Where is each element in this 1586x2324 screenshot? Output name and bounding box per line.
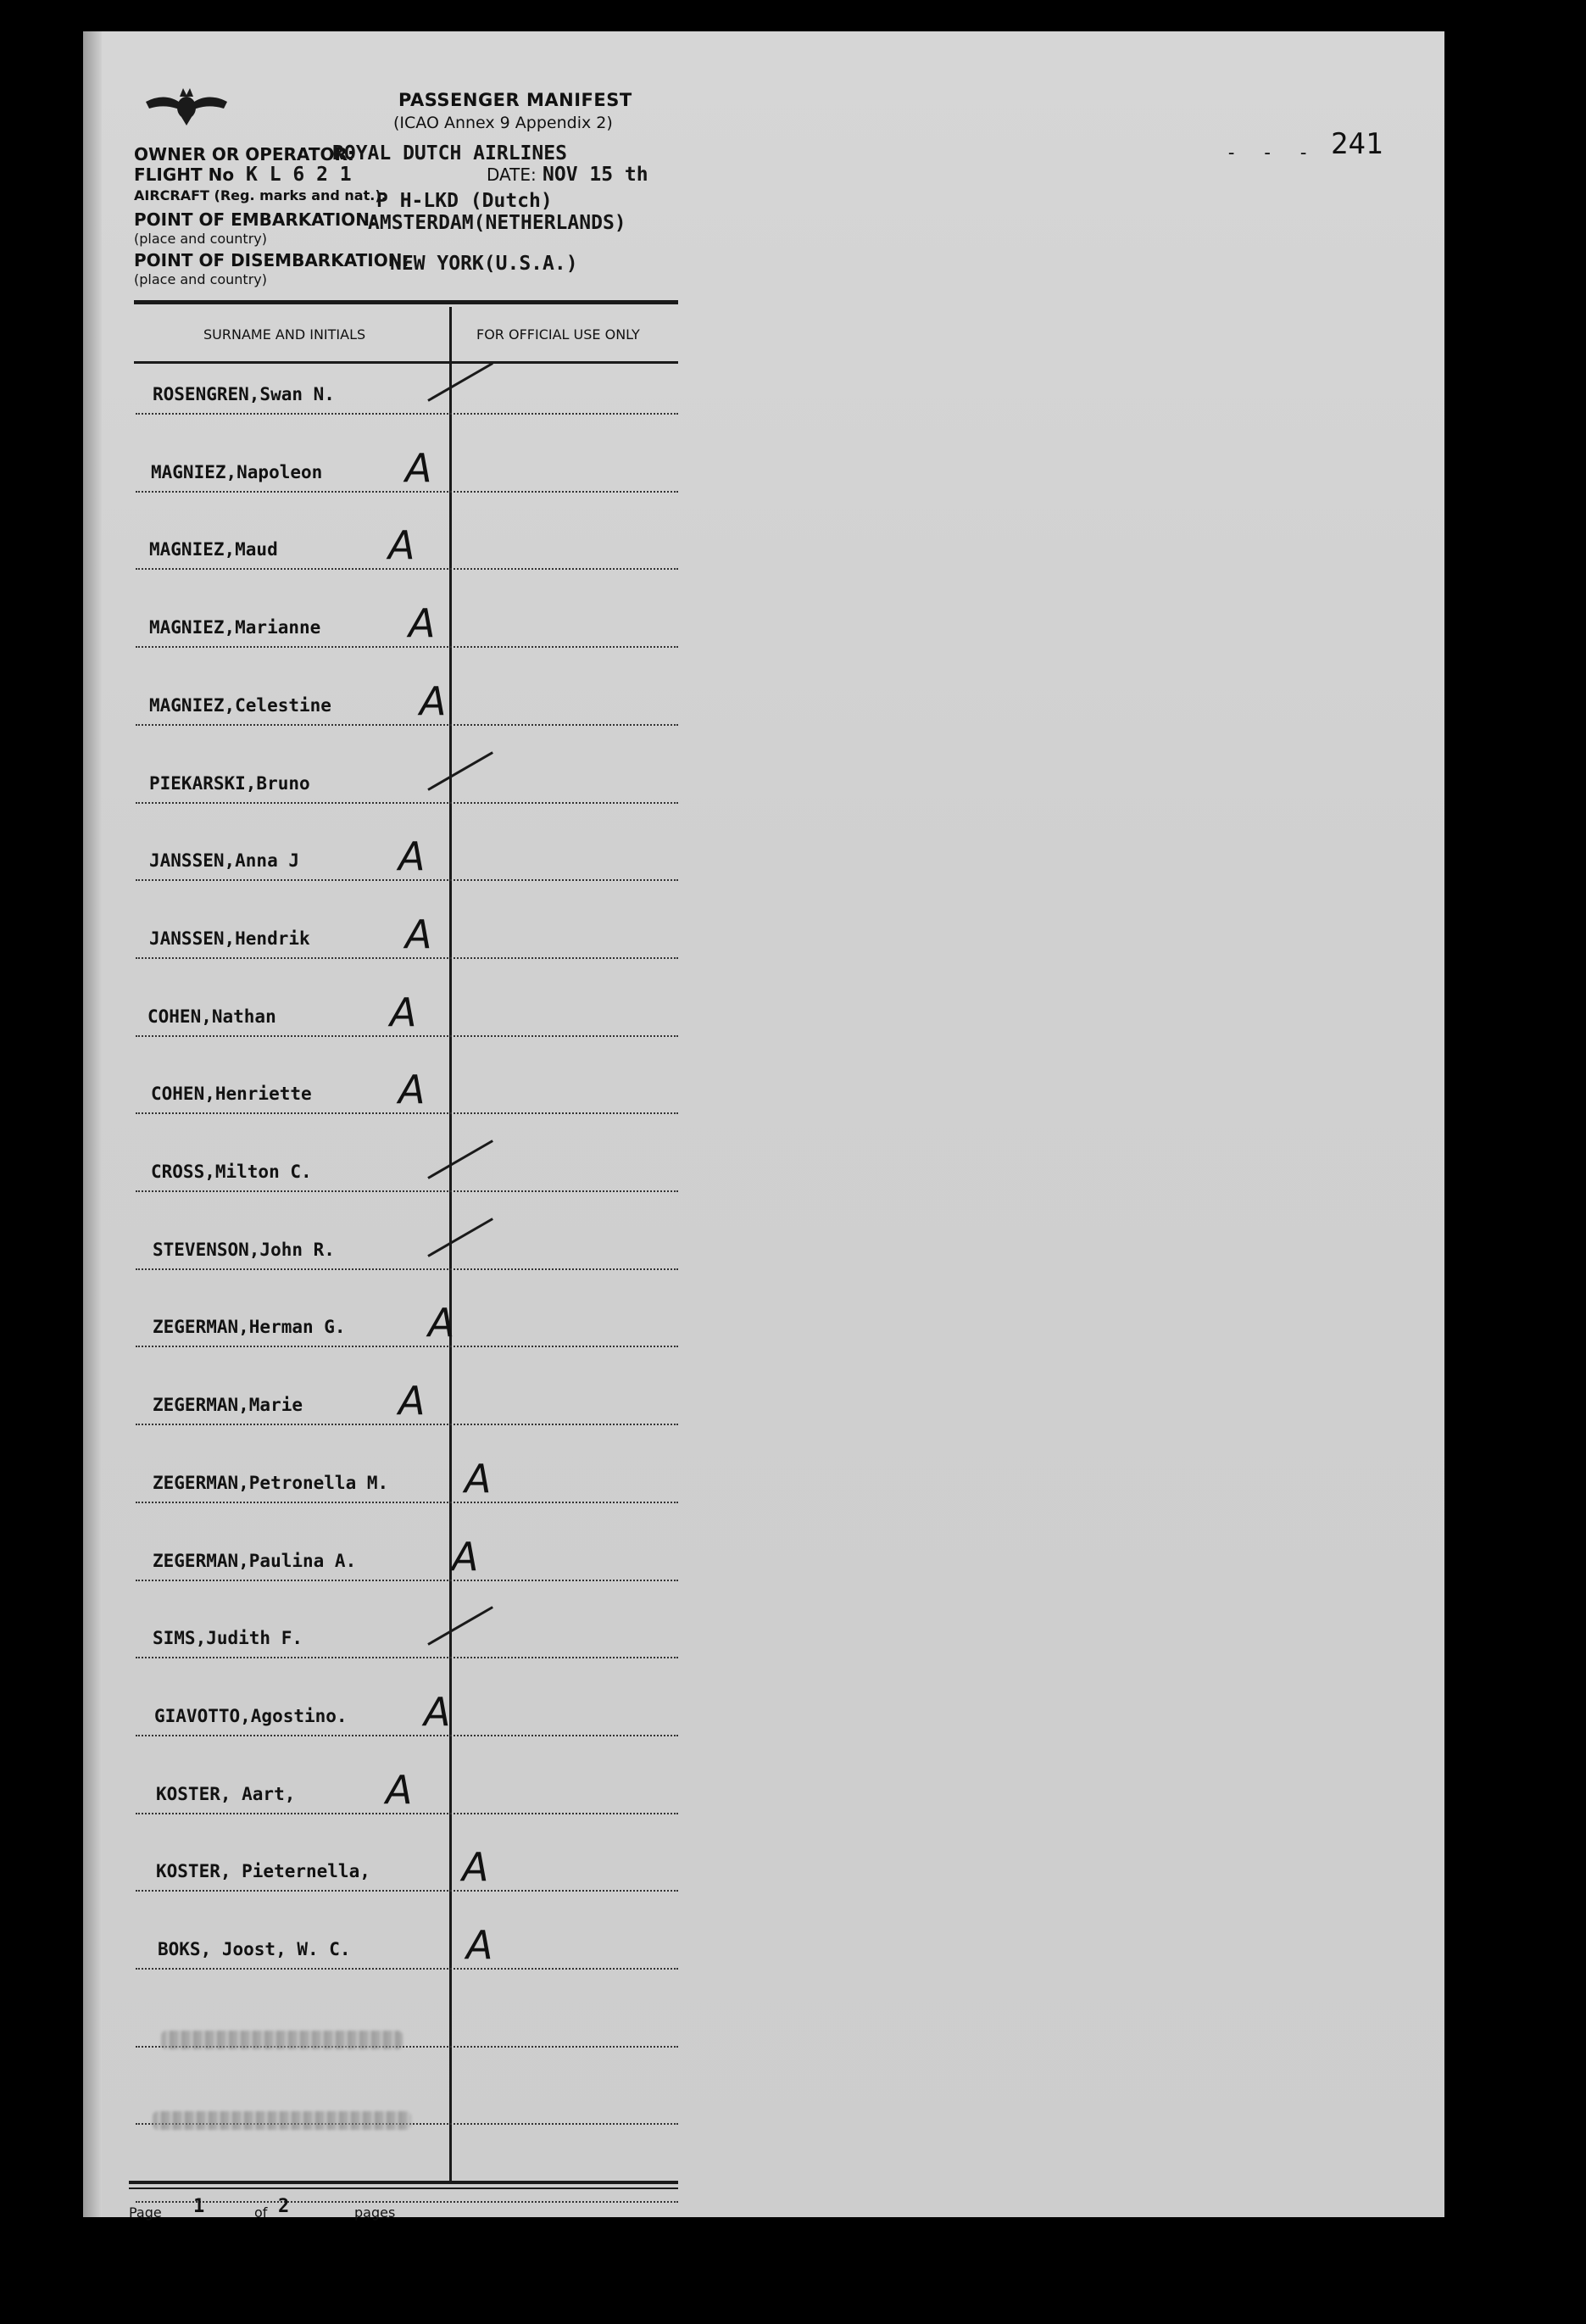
row-rule	[136, 1890, 678, 1892]
official-mark: A	[420, 677, 447, 724]
passenger-name: ZEGERMAN,Paulina A.	[153, 1550, 357, 1571]
form-subtitle: (ICAO Annex 9 Appendix 2)	[393, 114, 613, 132]
passenger-name: COHEN,Nathan	[147, 1006, 276, 1027]
footer-page-value: 1	[193, 2196, 205, 2217]
passenger-name: GIAVOTTO,Agostino.	[154, 1705, 348, 1726]
passenger-name: KOSTER, Pieternella,	[156, 1861, 370, 1882]
passenger-name: STEVENSON,John R.	[153, 1239, 335, 1260]
aircraft-value: P H-LKD (Dutch)	[376, 190, 553, 212]
sheet-edge	[83, 31, 102, 2217]
row-rule	[136, 1502, 678, 1503]
manifest-sheet	[83, 31, 1444, 2217]
date-label: DATE:	[487, 164, 537, 185]
owner-label: OWNER OR OPERATOR:	[134, 144, 354, 164]
row-rule	[136, 1813, 678, 1814]
passenger-name: ROSENGREN,Swan N.	[153, 384, 335, 404]
page-number: 241	[1331, 127, 1383, 161]
row-rule	[136, 1346, 678, 1347]
passenger-name: SIMS,Judith F.	[153, 1628, 303, 1649]
redacted-entry	[153, 2111, 411, 2130]
official-mark: A	[398, 833, 426, 880]
row-rule	[136, 1424, 678, 1425]
row-rule	[136, 2201, 678, 2203]
row-rule	[136, 1735, 678, 1736]
bottom-rule	[129, 2181, 678, 2184]
passenger-name: KOSTER, Aart,	[156, 1783, 296, 1804]
official-mark: A	[428, 1300, 455, 1346]
passenger-name: COHEN,Henriette	[151, 1084, 312, 1105]
passenger-name: MAGNIEZ,Maud	[149, 539, 278, 560]
row-rule	[136, 1268, 678, 1270]
footer-of-label: of	[254, 2204, 268, 2221]
embarkation-label: POINT OF EMBARKATION:	[134, 209, 377, 230]
official-mark: A	[452, 1533, 479, 1580]
official-mark: A	[466, 1922, 493, 1968]
official-mark: A	[465, 1455, 492, 1502]
klm-logo-icon	[144, 85, 229, 127]
official-mark: A	[462, 1844, 489, 1891]
row-rule	[136, 1190, 678, 1192]
row-rule	[136, 1112, 678, 1114]
owner-value: ROYAL DUTCH AIRLINES	[332, 142, 567, 164]
disembarkation-label: POINT OF DISEMBARKATION:	[134, 250, 409, 270]
row-rule	[136, 1580, 678, 1581]
column-header-rule	[134, 361, 678, 364]
passenger-name: PIEKARSKI,Bruno	[149, 772, 310, 794]
aircraft-label: AIRCRAFT (Reg. marks and nat.):	[134, 187, 387, 203]
row-rule	[136, 879, 678, 881]
passenger-name: MAGNIEZ,Celestine	[149, 694, 331, 716]
passenger-name: MAGNIEZ,Marianne	[149, 617, 321, 638]
row-rule	[136, 802, 678, 804]
footer-page-label: Page	[129, 2204, 162, 2221]
passenger-name: CROSS,Milton C.	[151, 1162, 312, 1182]
row-rule	[136, 413, 678, 415]
row-rule	[136, 724, 678, 726]
official-mark: A	[409, 600, 436, 647]
passenger-name: MAGNIEZ,Napoleon	[151, 461, 323, 482]
header-rule	[134, 300, 678, 304]
official-mark: A	[405, 911, 432, 957]
passenger-name: JANSSEN,Anna J	[149, 850, 300, 872]
page-dashes: - - -	[1226, 142, 1316, 164]
redacted-entry	[161, 2031, 403, 2049]
row-rule	[136, 1035, 678, 1037]
passenger-name: ZEGERMAN,Herman G.	[153, 1317, 346, 1338]
footer-pages-label: pages	[354, 2204, 396, 2221]
form-title: PASSENGER MANIFEST	[398, 90, 632, 110]
embarkation-sub: (place and country)	[134, 231, 267, 247]
bottom-rule-2	[129, 2187, 678, 2189]
official-mark: A	[398, 1067, 426, 1113]
date-value: NOV 15 th	[543, 164, 648, 186]
passenger-name: ZEGERMAN,Petronella M.	[153, 1472, 389, 1493]
row-rule	[136, 568, 678, 570]
row-rule	[136, 646, 678, 648]
disembarkation-value: NEW YORK(U.S.A.)	[390, 253, 578, 275]
official-mark: A	[388, 522, 415, 569]
flight-value: K L 6 2 1	[246, 164, 352, 186]
flight-label: FLIGHT No	[134, 164, 235, 185]
official-mark: A	[390, 989, 417, 1035]
passenger-name: JANSSEN,Hendrik	[149, 928, 310, 949]
row-rule	[136, 1657, 678, 1658]
footer-of-value: 2	[278, 2196, 290, 2217]
disembarkation-sub: (place and country)	[134, 271, 267, 287]
official-mark: A	[398, 1378, 426, 1424]
row-rule	[136, 491, 678, 493]
official-mark: A	[424, 1688, 451, 1735]
row-rule	[136, 1968, 678, 1970]
embarkation-value: AMSTERDAM(NETHERLANDS)	[368, 212, 626, 234]
row-rule	[136, 957, 678, 959]
passenger-name: ZEGERMAN,Marie	[153, 1395, 303, 1416]
column-surname: SURNAME AND INITIALS	[203, 326, 366, 343]
column-official: FOR OFFICIAL USE ONLY	[476, 326, 640, 343]
official-mark: A	[386, 1766, 413, 1813]
passenger-name: BOKS, Joost, W. C.	[158, 1939, 351, 1959]
official-mark: A	[405, 444, 432, 491]
